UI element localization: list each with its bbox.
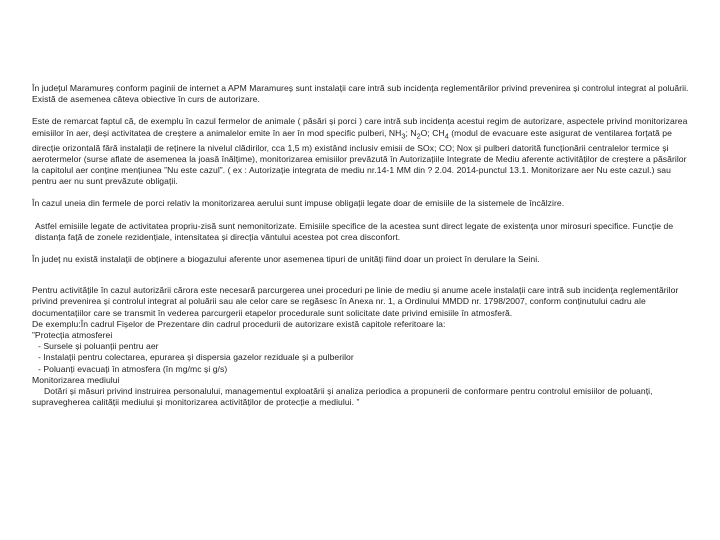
text-segment: O; CH: [420, 127, 445, 138]
quote-dotari: [32, 386, 694, 408]
text-segment: ; N: [405, 127, 417, 138]
text-segment: (modul de evacuare este asigurat de ventilarea forțată pe direcție orizontală fără instalații de reținere la nivelul clădirilor, cca 1,5 m) existând inclusiv emisii de SOx; CO; Nox și pulberi datorită funcționării centralelor termice și aerotermelor (surse aflate de asemenea la joasă înălțime), monitorizarea emisiilor prevăzută în Autorizațiile Integrate de Mediu aferente activităților de creștere a păsărilor la capitolul aer conține mențiunea ”Nu este cazul”. ( ex : Autorizație integrata de mediu nr.14-1 MM din ? 2.04. 2014-punctul 13.1. Monitorizare aer Nu este cazul.) sau pentru aer nu sunt prevăzute obligații.: [32, 127, 687, 187]
paragraph-ferme-animale: [32, 116, 694, 187]
subscript: 3: [401, 132, 406, 141]
quote-list-item: - Sursele și poluanții pentru aer: [38, 341, 159, 352]
subscript: 4: [444, 132, 449, 141]
text-segment: Dotări și măsuri privind instruirea personalului, managementul exploatării și analiza periodica a propunerii de conformare pentru controlul emisiilor de poluanți, supravegherea calității mediului și monitorizarea activităților de protecție a mediului. ”: [32, 385, 653, 408]
quote-list-item: - Poluanți evacuați în atmosfera (în mg/mc și g/s): [38, 363, 228, 374]
paragraph-apm-intro: În județul Maramureș conform paginii de internet a APM Maramureș sunt instalații care intră sub incidența reglementărilor privind prevenirea și controlul integrat al poluării. Există de asemenea câteva obiective în curs de autorizare.: [32, 83, 689, 105]
paragraph-ferme-porci: În cazul uneia din fermele de porci relativ la monitorizarea aerului sunt impuse obligații legate doar de emisiile de la sistemele de încălzire.: [32, 198, 565, 209]
quote-title: ”Protecția atmosferei: [32, 329, 113, 340]
paragraph-emisii-nemonitorizate: Astfel emisiile legate de activitatea propriu-zisă sunt nemonitorizate. Emisiile specifice de la acestea sunt direct legate de existența unor mirosuri specifice. Funcție de distanța față de zonele rezidențiale, intensitatea și direcția vântului acestea pot crea disconfort.: [35, 220, 674, 242]
paragraph-proceduri: Pentru activitățile în cazul autorizării cărora este necesară parcurgerea unei proceduri pe linie de mediu și anume acele instalații care intră sub incidența reglementărilor privind prevenirea și controlul integrat al poluării sau ale celor care se regăsesc în Anexa nr. 1, a Ordinului MMDD nr. 1798/2007, conform conținutului cadru ale documentațiilor care se transmit în vederea parcurgerii etapelor procedurale sunt solicitate date privind emisiile în atmosferă.: [32, 285, 679, 318]
subscript: 2: [416, 132, 421, 141]
quote-list-item: - Instalații pentru colectarea, epurarea și dispersia gazelor reziduale și a pulberilor: [38, 352, 354, 363]
paragraph-exemplu: De exemplu:În cadrul Fișelor de Prezentare din cadrul procedurii de autorizare există capitole referitoare la:: [32, 318, 446, 329]
quote-monitorizare: Monitorizarea mediului: [32, 374, 120, 385]
text-segment: Este de remarcat faptul că, de exemplu în cazul fermelor de animale ( păsări și porci ) care intră sub incidența acestui regim de autorizare, aspectele privind monitorizarea emisiilor în aer, deși activitatea de creștere a animalelor emite în aer în mod specific pulberi, NH: [32, 116, 688, 138]
document-body: [32, 83, 694, 408]
paragraph-biogaz: În județ nu există instalații de obținere a biogazului aferente unor asemenea tipuri de unități fiind doar un proiect în derulare la Seini.: [32, 253, 540, 264]
